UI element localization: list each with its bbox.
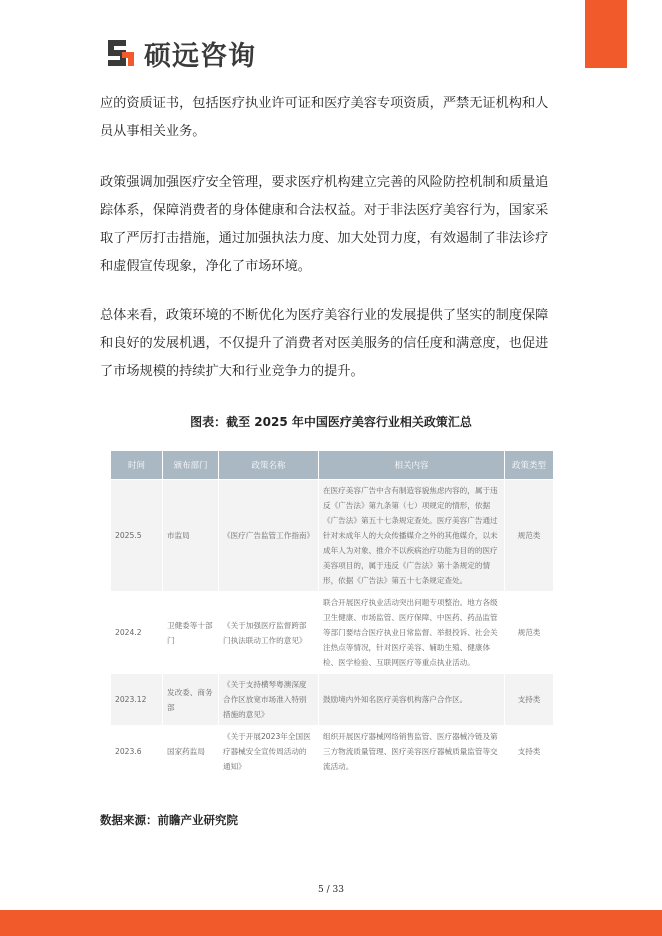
policy-table <box>110 450 553 778</box>
logo-mark-icon <box>106 38 136 68</box>
paragraph-2: 政策强调加强医疗安全管理，要求医疗机构建立完善的风险防控机制和质量追踪体系，保障消费者的身体健康和合法权益。对于非法医疗美容行为，国家采取了严厉打击措施，通过加强执法力度、加大处罚力度，有效遏制了非法诊疗和虚假宣传现象，净化了市场环境。 <box>100 175 549 274</box>
data-source: 数据来源：前瞻产业研究院 <box>100 813 238 827</box>
cell-department: 市监局 <box>163 480 219 592</box>
table-row <box>111 592 554 674</box>
cell-department: 国家药监局 <box>163 726 219 778</box>
cell-policy-name: 《关于开展2023年全国医疗器械安全宣传周活动的通知》 <box>219 726 319 778</box>
cell-policy-name: 《关于加强医疗监督跨部门执法联动工作的意见》 <box>219 592 319 674</box>
table-header-row <box>111 451 554 480</box>
cell-department: 发改委、商务部 <box>163 674 219 726</box>
brand-name: 硕远咨询 <box>144 40 256 72</box>
paragraph-3: 总体来看，政策环境的不断优化为医疗美容行业的发展提供了坚实的制度保障和良好的发展机遇，不仅提升了消费者对医美服务的信任度和满意度，也促进了市场规模的持续扩大和行业竞争力的提升。 <box>100 308 549 379</box>
header-policy-type: 政策类型 <box>505 451 554 480</box>
cell-policy-type: 支持类 <box>505 726 554 778</box>
header-department: 颁布部门 <box>163 451 219 480</box>
header-accent-tab <box>585 0 627 68</box>
cell-policy-type: 规范类 <box>505 592 554 674</box>
cell-content: 鼓励境内外知名医疗美容机构落户合作区。 <box>319 674 505 726</box>
cell-content: 联合开展医疗执业活动突出问题专项整治。地方各级卫生健康、市场监管、医疗保障、中医药、药品监管等部门要结合医疗执业日常监督、举报投诉、社会关注热点等情况，针对医疗美容、辅助生殖、健康体检、医学检验、互联网医疗等重点执业活动。 <box>319 592 505 674</box>
header-content: 相关内容 <box>319 451 505 480</box>
figure-title: 图表：截至 2025 年中国医疗美容行业相关政策汇总 <box>190 415 472 429</box>
cell-content: 在医疗美容广告中含有制造容貌焦虑内容的，属于违反《广告法》第九条第（七）项规定的情形，依据《广告法》第五十七条规定查处。医疗美容广告通过针对未成年人的大众传播媒介之外的其他媒介，以未成年人为对象、推介不以疾病治疗功能为目的的医疗美容项目的，属于违反《广告法》第十条规定的情形，依据《广告法》第五十七条规定查处。 <box>319 480 505 592</box>
header-policy-name: 政策名称 <box>219 451 319 480</box>
page-number: 5 / 33 <box>318 885 344 895</box>
cell-time: 2024.2 <box>111 592 163 674</box>
table-row <box>111 480 554 592</box>
footer-accent-bar <box>0 910 662 936</box>
cell-policy-name: 《关于支持横琴粤澳深度合作区放宽市场准入特别措施的意见》 <box>219 674 319 726</box>
cell-time: 2025.5 <box>111 480 163 592</box>
table-row <box>111 674 554 726</box>
cell-department: 卫健委等十部门 <box>163 592 219 674</box>
table-row <box>111 726 554 778</box>
cell-policy-type: 规范类 <box>505 480 554 592</box>
cell-time: 2023.12 <box>111 674 163 726</box>
cell-time: 2023.6 <box>111 726 163 778</box>
cell-content: 组织开展医疗器械网络销售监管、医疗器械冷链及第三方物流质量管理、医疗美容医疗器械质量监管等交流活动。 <box>319 726 505 778</box>
cell-policy-type: 支持类 <box>505 674 554 726</box>
header-time: 时间 <box>111 451 163 480</box>
cell-policy-name: 《医疗广告监管工作指南》 <box>219 480 319 592</box>
brand-logo <box>106 36 256 70</box>
paragraph-1: 应的资质证书，包括医疗执业许可证和医疗美容专项资质，严禁无证机构和人员从事相关业务。 <box>100 96 549 139</box>
